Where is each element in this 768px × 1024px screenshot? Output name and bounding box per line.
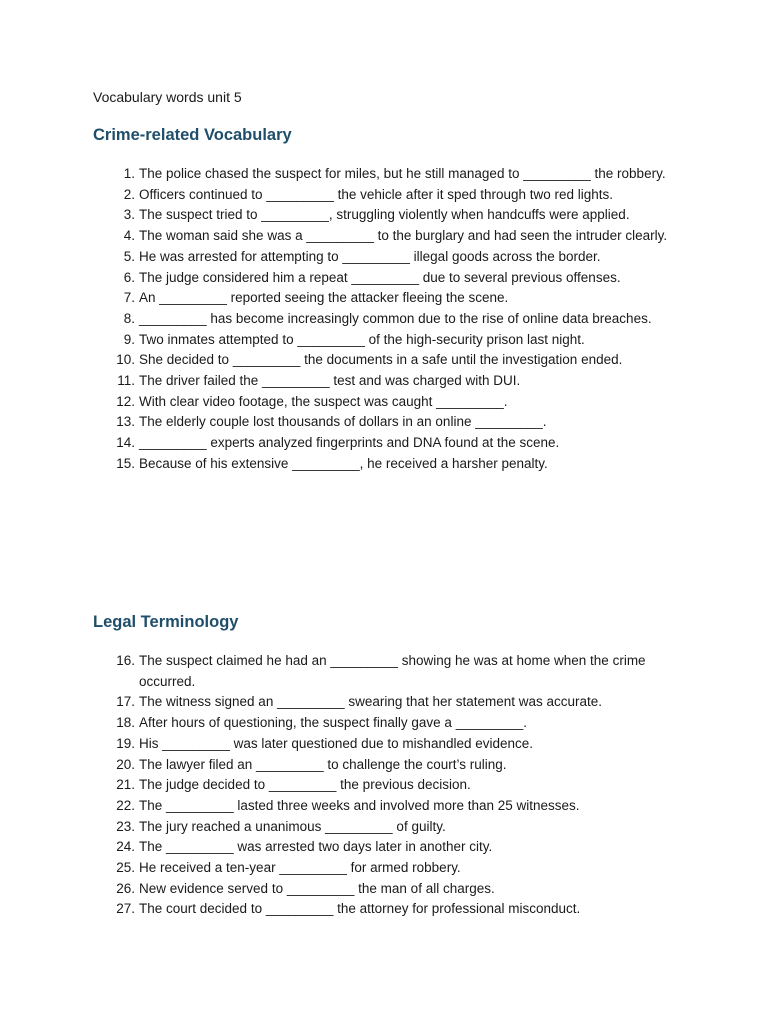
question-number: 10. — [116, 352, 135, 368]
question-text: He was arrested for attempting to _________ illegal goods across the border. — [139, 248, 601, 264]
question-text: His _________ was later questioned due to mishandled evidence. — [139, 735, 534, 751]
question-item — [116, 796, 684, 817]
question-item — [117, 371, 684, 392]
question-number: 20. — [116, 756, 135, 772]
section-heading-crime-vocabulary: Crime-related Vocabulary — [93, 126, 292, 144]
question-number: 23. — [116, 818, 135, 834]
question-item — [116, 651, 684, 692]
question-number: 6. — [123, 269, 135, 285]
question-number: 26. — [116, 880, 135, 896]
question-number: 14. — [116, 435, 135, 451]
question-item — [116, 692, 684, 713]
question-number: 12. — [116, 393, 135, 409]
question-item — [116, 392, 684, 413]
question-text: The judge decided to _________ the previous decision. — [139, 777, 471, 793]
question-item — [123, 268, 684, 289]
question-text: With clear video footage, the suspect was caught _________. — [139, 393, 508, 409]
question-number: 1. — [123, 166, 135, 181]
question-text: The court decided to _________ the attorney for professional misconduct. — [139, 901, 581, 917]
question-number: 24. — [116, 839, 135, 855]
question-text: _________ has become increasingly common due to the rise of online data breaches. — [139, 310, 652, 326]
question-number: 3. — [123, 207, 135, 223]
question-item — [123, 288, 684, 309]
question-item — [116, 454, 684, 475]
question-item — [123, 247, 684, 268]
question-item — [116, 433, 684, 454]
question-item — [116, 755, 684, 776]
question-number: 17. — [116, 694, 135, 710]
question-text: The elderly couple lost thousands of dollars in an online _________. — [139, 414, 547, 430]
question-item — [116, 734, 684, 755]
question-number: 5. — [123, 248, 135, 264]
question-text: After hours of questioning, the suspect finally gave a _________. — [139, 715, 528, 731]
question-number: 15. — [116, 455, 135, 471]
question-item — [116, 858, 684, 879]
question-item — [123, 226, 684, 247]
question-item — [123, 205, 684, 226]
question-text: The police chased the suspect for miles, but he still managed to _________ the robbery. — [139, 166, 666, 181]
question-text: New evidence served to _________ the man of all charges. — [139, 880, 495, 896]
question-text: Officers continued to _________ the vehicle after it sped through two red lights. — [139, 186, 614, 202]
question-item — [116, 350, 684, 371]
question-text: Two inmates attempted to _________ of the high-security prison last night. — [139, 331, 585, 347]
question-number: 21. — [116, 777, 135, 793]
question-text: The suspect claimed he had an _________ showing he was at home when the crime occurred. — [139, 653, 646, 689]
question-text: The judge considered him a repeat _________ due to several previous offenses. — [139, 269, 621, 285]
question-number: 18. — [116, 715, 135, 731]
question-number: 19. — [116, 735, 135, 751]
question-number: 13. — [116, 414, 135, 430]
question-item — [116, 713, 684, 734]
question-number: 16. — [116, 653, 135, 668]
question-text: The driver failed the _________ test and was charged with DUI. — [139, 373, 521, 389]
question-text: He received a ten-year _________ for armed robbery. — [139, 860, 461, 876]
question-text: The suspect tried to _________, struggling violently when handcuffs were applied. — [139, 207, 630, 223]
question-text: The _________ was arrested two days later in another city. — [139, 839, 493, 855]
question-item — [116, 817, 684, 838]
question-number: 25. — [116, 860, 135, 876]
question-number: 22. — [116, 797, 135, 813]
question-number: 8. — [123, 310, 135, 326]
question-text: An _________ reported seeing the attacker fleeing the scene. — [139, 290, 509, 306]
question-text: _________ experts analyzed fingerprints and DNA found at the scene. — [139, 435, 560, 451]
section-heading-legal-terminology: Legal Terminology — [93, 613, 239, 631]
question-item — [123, 185, 684, 206]
question-text: She decided to _________ the documents in a safe until the investigation ended. — [139, 352, 623, 368]
question-item — [116, 412, 684, 433]
question-number: 9. — [123, 331, 135, 347]
legal-terminology-question-list — [116, 651, 684, 920]
crime-vocabulary-question-list — [116, 164, 684, 475]
question-item — [116, 899, 684, 920]
document-title: Vocabulary words unit 5 — [93, 89, 242, 105]
question-number: 4. — [123, 228, 135, 244]
question-item — [116, 775, 684, 796]
question-text: The _________ lasted three weeks and involved more than 25 witnesses. — [139, 797, 580, 813]
question-number: 11. — [117, 373, 135, 389]
question-item — [123, 164, 684, 185]
question-item — [123, 309, 684, 330]
question-text: The jury reached a unanimous _________ of guilty. — [139, 818, 446, 834]
question-number: 7. — [123, 290, 135, 306]
question-number: 27. — [116, 901, 135, 917]
question-text: Because of his extensive _________, he received a harsher penalty. — [139, 455, 548, 471]
question-item — [116, 879, 684, 900]
question-text: The woman said she was a _________ to the burglary and had seen the intruder clearly. — [139, 228, 668, 244]
question-item — [116, 837, 684, 858]
question-item — [123, 330, 684, 351]
question-text: The lawyer filed an _________ to challenge the court’s ruling. — [139, 756, 507, 772]
question-number: 2. — [123, 186, 135, 202]
question-text: The witness signed an _________ swearing that her statement was accurate. — [139, 694, 603, 710]
